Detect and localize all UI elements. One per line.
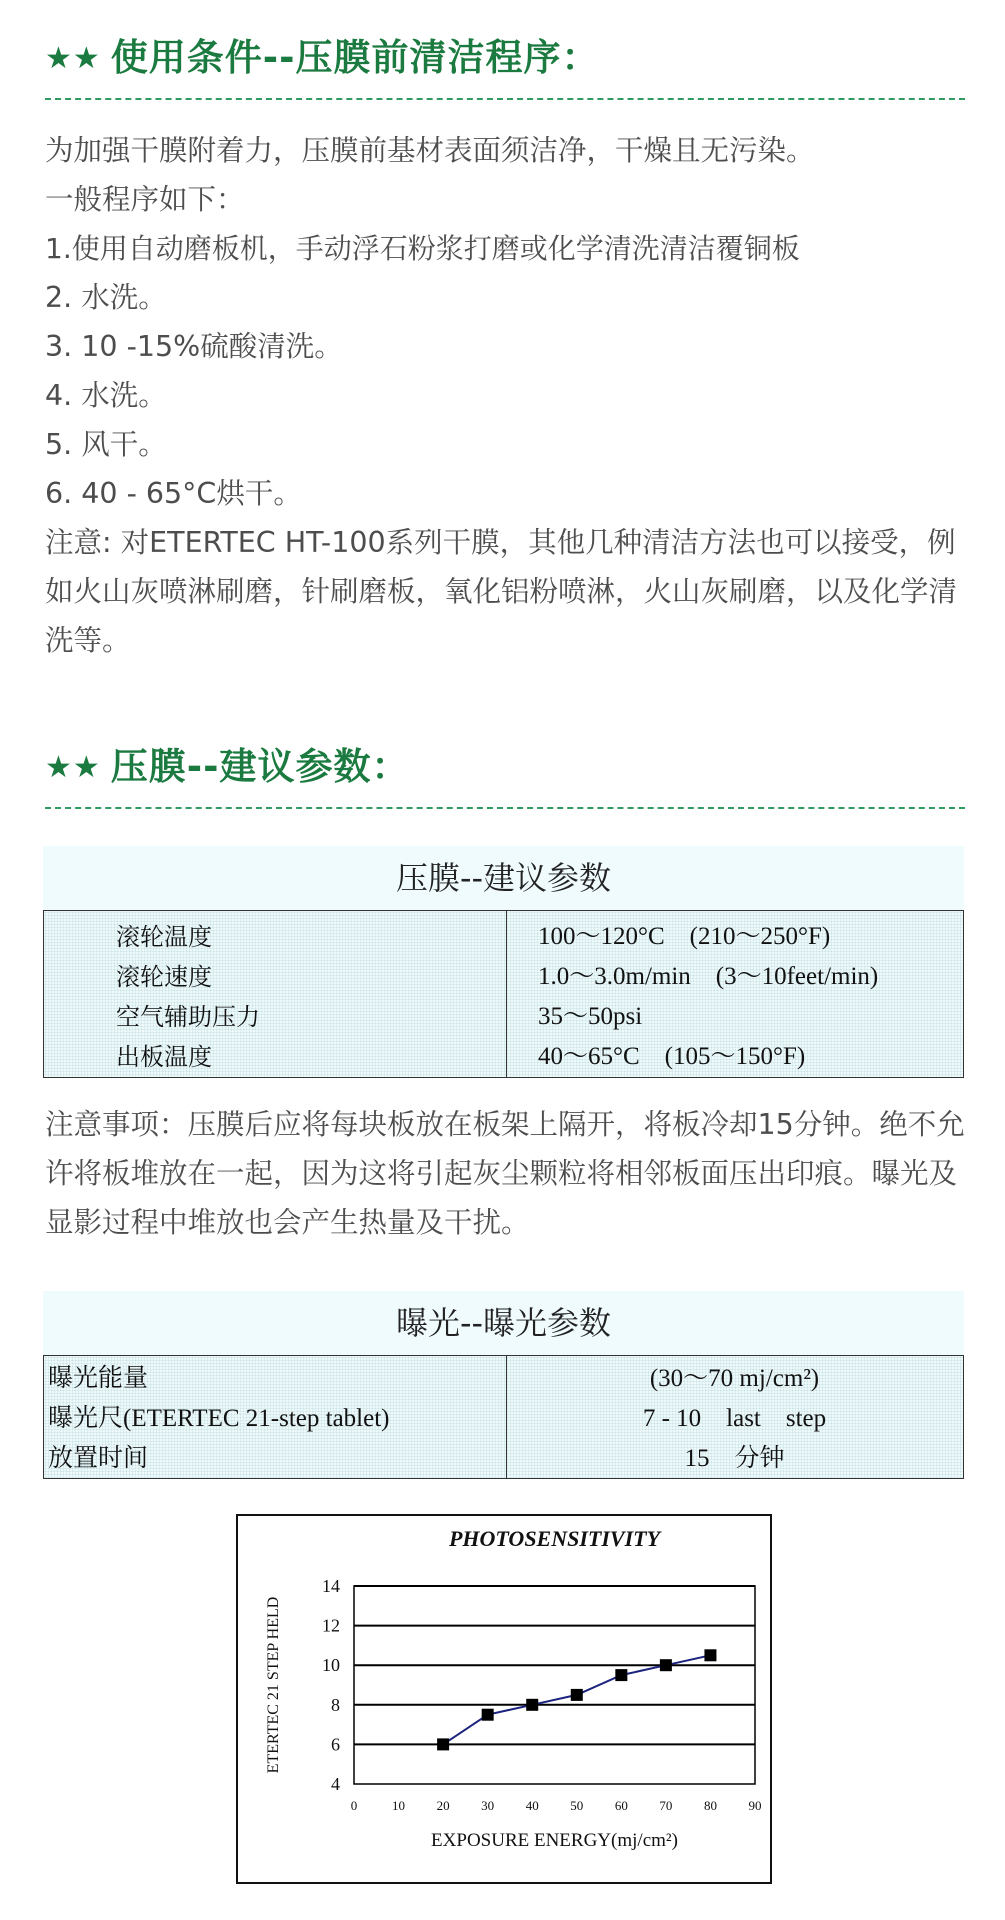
x-tick-label: 70: [659, 1798, 673, 1813]
paragraph-line: 为加强干膜附着力，压膜前基材表面须洁净，干燥且无污染。: [45, 134, 815, 167]
lamination-table: [43, 910, 964, 1078]
data-point: [526, 1699, 538, 1711]
step-item: 4. 水洗。: [45, 379, 167, 412]
table-cell-value: 40～65°C (105～150°F): [538, 1043, 806, 1070]
y-tick-label: 14: [322, 1576, 340, 1596]
step-item: 5. 风干。: [45, 428, 167, 461]
table-cell-value: 35～50psi: [538, 1003, 643, 1030]
photosensitivity-chart: [236, 1514, 772, 1884]
y-tick-label: 12: [322, 1615, 340, 1636]
table-divider: [506, 911, 507, 1077]
table-cell-label: 出板温度: [116, 1043, 212, 1071]
star-icon: ★★: [45, 750, 101, 785]
exposure-table: [43, 1355, 964, 1479]
table-cell-label: 空气辅助压力: [116, 1003, 260, 1031]
step-item: 3. 10 -15%硫酸清洗。: [45, 330, 343, 363]
table-cell-value: 7 - 10 last step: [642, 1405, 827, 1432]
step-item: 2. 水洗。: [45, 281, 167, 314]
lamination-values: [538, 917, 878, 1077]
exposure-values: [506, 1359, 963, 1478]
note-paragraph: 注意事项：压膜后应将每块板放在板架上隔开，将板冷却15分钟。绝不允许将板堆放在一起，因为这将引起灰尘颗粒将相邻板面压出印痕。曝光及显影过程中堆放也会产生热量及干扰。: [45, 1108, 965, 1239]
table-cell-value: 1.0～3.0m/min (3～10feet/min): [538, 963, 879, 990]
x-tick-label: 40: [525, 1798, 539, 1813]
table-cell-value: 15 分钟: [684, 1445, 785, 1472]
table-cell-label: 放置时间: [48, 1445, 149, 1472]
cleaning-procedure: [45, 126, 975, 665]
lamination-labels: [116, 917, 260, 1077]
x-axis-label: EXPOSURE ENERGY(mj/cm²): [431, 1830, 678, 1851]
data-point: [660, 1659, 672, 1671]
table-cell-value: 100～120°C (210～250°F): [538, 923, 831, 950]
x-tick-label: 0: [350, 1798, 358, 1813]
star-icon: ★★: [45, 41, 101, 76]
x-tick-label: 20: [436, 1798, 450, 1813]
y-tick-label: 8: [331, 1694, 340, 1715]
x-tick-label: 50: [570, 1798, 584, 1813]
x-tick-label: 10: [392, 1798, 406, 1813]
data-point: [482, 1709, 494, 1721]
step-item: 6. 40 - 65°C烘干。: [45, 477, 302, 510]
exposure-table-title: 曝光--曝光参数: [43, 1291, 964, 1355]
y-tick-label: 4: [331, 1774, 340, 1794]
section-title: 压膜--建议参数：: [110, 745, 410, 788]
dashed-divider: [45, 807, 965, 809]
step-item: 1.使用自动磨板机，手动浮石粉浆打磨或化学清洗清洁覆铜板: [45, 232, 800, 265]
section-title: 使用条件--压膜前清洁程序：: [110, 36, 600, 79]
y-tick-label: 6: [331, 1734, 340, 1755]
table-cell-label: 滚轮速度: [116, 963, 212, 991]
chart-svg: [238, 1516, 770, 1882]
y-axis-label: ETERTEC 21 STEP HELD: [265, 1596, 282, 1774]
x-tick-label: 60: [614, 1798, 628, 1813]
x-tick-label: 90: [748, 1798, 762, 1813]
y-tick-label: 10: [322, 1655, 340, 1676]
data-point: [571, 1689, 583, 1701]
lamination-table-title: 压膜--建议参数: [43, 846, 964, 910]
table-cell-value: (30～70 mj/cm²): [649, 1365, 820, 1392]
cleaning-note: 注意: 对ETERTEC HT-100系列干膜，其他几种清洁方法也可以接受，例如火山灰喷淋刷磨，针刷磨板，氧化铝粉喷淋，火山灰刷磨，以及化学清洗等。: [45, 526, 958, 657]
lamination-note: [45, 1100, 967, 1247]
data-point: [437, 1738, 449, 1750]
section-heading-lamination: [45, 742, 965, 793]
data-point: [615, 1669, 627, 1681]
x-tick-label: 30: [481, 1798, 495, 1813]
table-cell-label: 曝光能量: [48, 1365, 149, 1392]
paragraph-line: 一般程序如下：: [45, 183, 245, 216]
table-cell-label: 滚轮温度: [116, 923, 212, 951]
section-heading-cleaning: [45, 33, 965, 84]
plot-frame: [354, 1586, 755, 1784]
dashed-divider: [45, 98, 965, 100]
x-tick-label: 80: [703, 1798, 717, 1813]
exposure-labels: [48, 1359, 389, 1478]
chart-title: PHOTOSENSITIVITY: [448, 1526, 661, 1551]
table-cell-label: 曝光尺(ETERTEC 21-step tablet): [48, 1405, 390, 1432]
data-point: [704, 1649, 716, 1661]
